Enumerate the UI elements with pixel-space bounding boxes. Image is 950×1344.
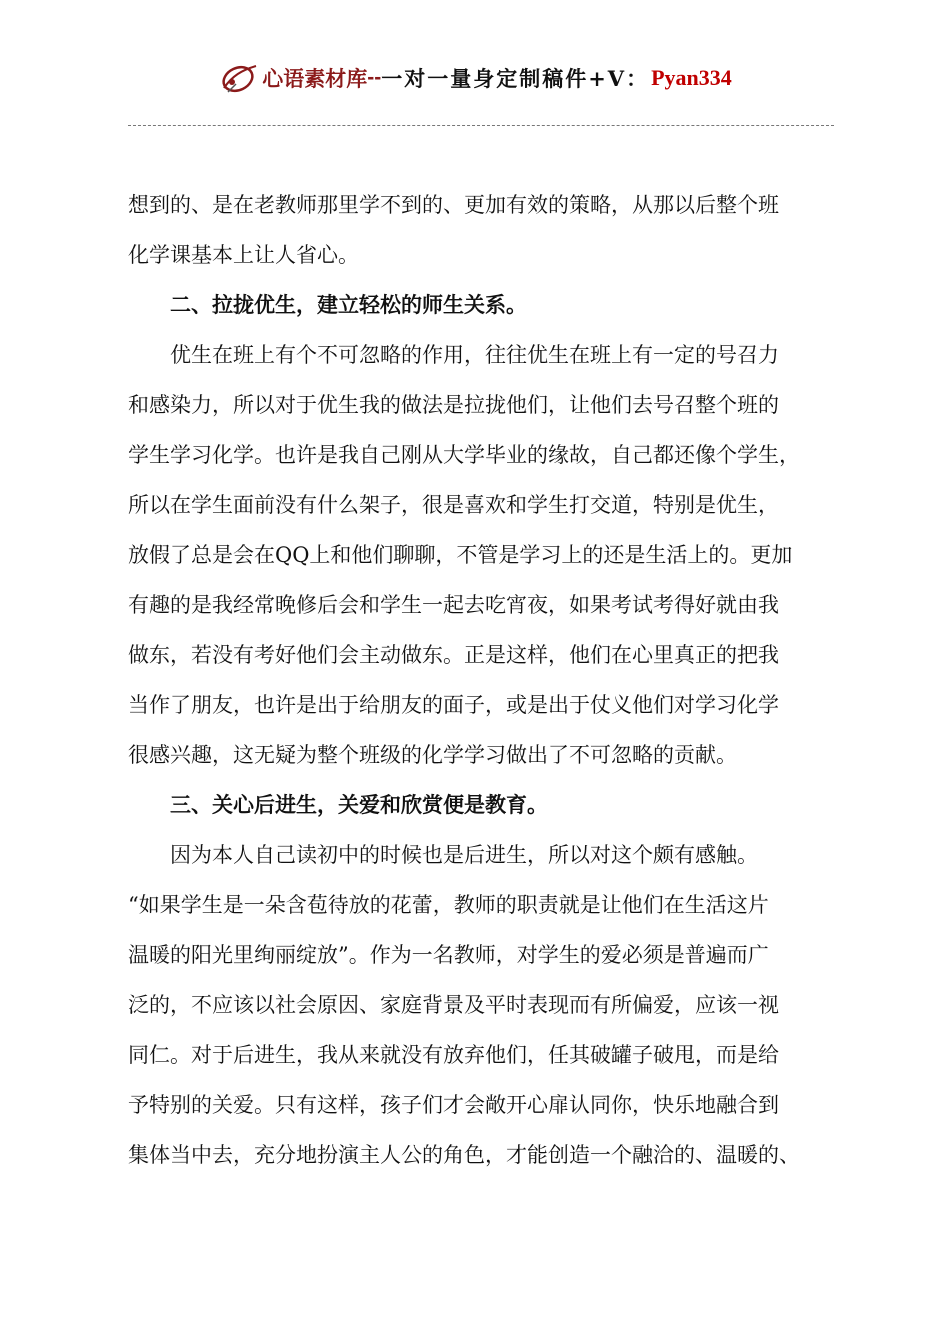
text-line: 化学课基本上让人省心。: [128, 243, 359, 267]
brand-separator: --: [367, 66, 382, 89]
text-line: 和感染力，所以对于优生我的做法是拉拢他们，让他们去号召整个班的: [128, 393, 779, 417]
text-line: 想到的、是在老教师那里学不到的、更加有效的策略，从那以后整个班: [128, 193, 779, 217]
text-line: “如果学生是一朵含苞待放的花蕾，教师的职责就是让他们在生活这片: [128, 893, 769, 917]
text-line: 同仁。对于后进生，我从来就没有放弃他们，任其破罐子破甩，而是给: [128, 1043, 779, 1067]
section-heading: 二、拉拢优生，建立轻松的师生关系。: [170, 292, 527, 317]
paragraph-first-line: 优生在班上有个不可忽略的作用，往往优生在班上有一定的号召力: [170, 343, 779, 367]
text-line: 很感兴趣，这无疑为整个班级的化学学习做出了不可忽略的贡献。: [128, 743, 737, 767]
text-line: 当作了朋友，也许是出于给朋友的面子，或是出于仗义他们对学习化学: [128, 693, 779, 717]
page-header: [0, 58, 950, 102]
text-line: 学生学习化学。也许是我自己刚从大学毕业的缘故，自己都还像个学生，: [128, 443, 800, 467]
text-line: 泛的，不应该以社会原因、家庭背景及平时表现而有所偏爱，应该一视: [128, 993, 779, 1017]
paragraph-first-line: 因为本人自己读初中的时候也是后进生，所以对这个颇有感触。: [170, 843, 758, 867]
text-line: 所以在学生面前没有什么架子，很是喜欢和学生打交道，特别是优生，: [128, 493, 779, 517]
text-line: 放假了总是会在QQ上和他们聊聊，不管是学习上的还是生活上的。更加: [128, 543, 793, 567]
text-line: 有趣的是我经常晚修后会和学生一起去吃宵夜，如果考试考得好就由我: [128, 593, 779, 617]
header-banner: [218, 58, 732, 98]
text-line: 集体当中去，充分地扮演主人公的角色，才能创造一个融洽的、温暖的、: [128, 1143, 800, 1167]
brand-name: 心语素材库: [262, 66, 368, 91]
header-contact: Pyan334: [651, 65, 732, 90]
section-heading: 三、关心后进生，关爱和欣赏便是教育。: [170, 792, 548, 817]
text-line: 予特别的关爱。只有这样，孩子们才会敞开心扉认同你，快乐地融合到: [128, 1093, 779, 1117]
text-line: 温暖的阳光里绚丽绽放”。作为一名教师，对学生的爱必须是普遍而广: [128, 943, 769, 967]
document-body: [128, 180, 834, 1180]
brand-logo-icon: [218, 58, 262, 98]
header-tagline: 一对一量身定制稿件+V：: [381, 66, 650, 91]
text-line: 做东，若没有考好他们会主动做东。正是这样，他们在心里真正的把我: [128, 643, 779, 667]
header-divider: [128, 125, 834, 126]
